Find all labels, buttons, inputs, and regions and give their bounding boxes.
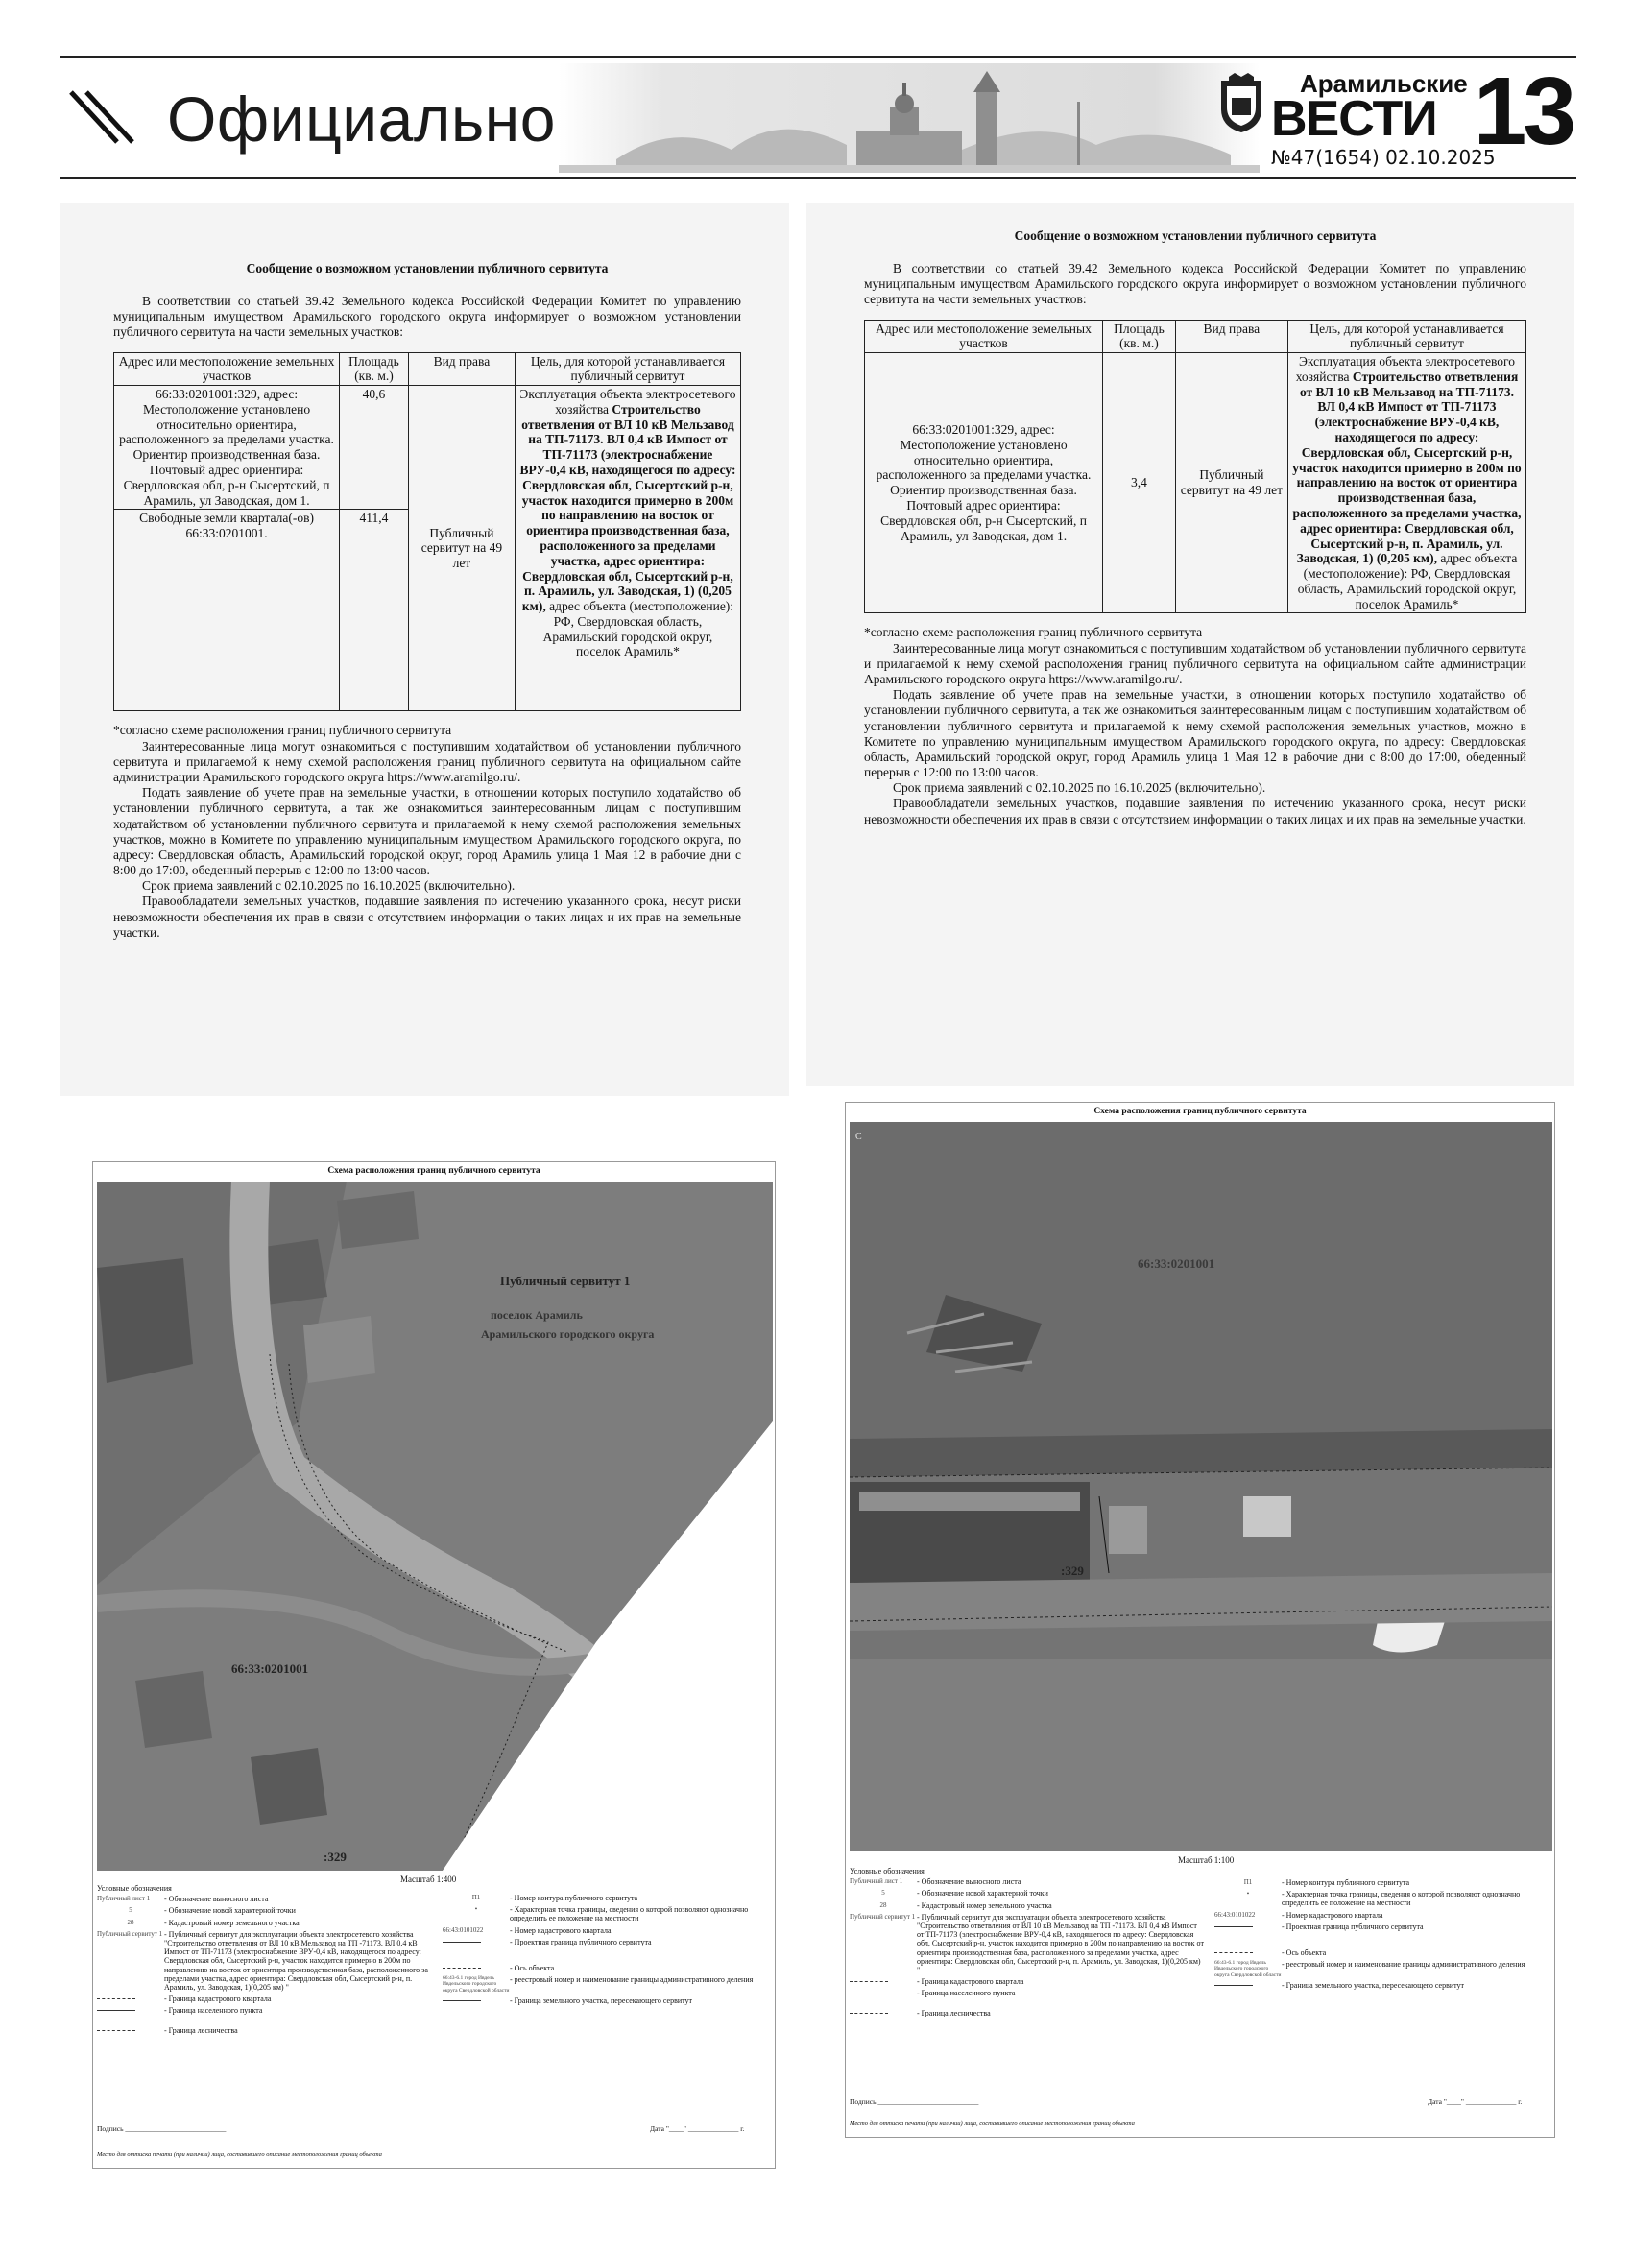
legend-text: - Кадастровый номер земельного участка [164, 1918, 300, 1927]
logo-small-text: Арамильские [1300, 69, 1468, 98]
legend-symbol: Публичный сервитут 1 [97, 1929, 163, 1938]
legend-symbol: 66:43:0101022 [1214, 1910, 1256, 1919]
compass-label: С [855, 1132, 862, 1142]
legend-text: - Граница населенного пункта [164, 2006, 263, 2016]
notice-table [113, 352, 741, 712]
legend-symbol: П1 [1243, 1878, 1253, 1886]
legend-text: - Проектная граница публичного сервитута [1282, 1922, 1424, 1931]
point-icon: • [1246, 1890, 1250, 1898]
paragraph: Подать заявление об учете прав на земельные участки, в отношении которых поступило ходатайство об установлении публичного сервитута, а так же ознакомиться заинтересованным лицам с поступившим ходатайством об установлении публичного сервитута и прилагаемой к нему схемой расположения земельных участков, можно в Комитете по управлению муниципальным имуществом Арамильского городского округа, по адресу: Свердловская область, Арамильский городской округ, город Арамиль улица 1 Мая 12 в рабочие дни с 8:00 до 17:00, обеденный перерыв с 12:00 по 13:00 часов. [864, 687, 1526, 780]
page-header [60, 56, 1576, 179]
legend-text: - Обозначение новой характерной точки [917, 1889, 1048, 1898]
paragraph: Подать заявление об учете прав на земельные участки, в отношении которых поступило ходатайство об установлении публичного сервитута, а так же ознакомиться заинтересованным лицам с поступившим ходатайством об установлении публичного сервитута и прилагаемой к нему схемой расположения земельных участков, можно в Комитете по управлению муниципальным имуществом Арамильского городского округа, по адресу: Свердловская область, Арамильский городской округ, город Арамиль улица 1 Мая 12 в рабочие дни с 8:00 до 17:00, обеденный перерыв с 12:00 по 13:00 часов. [113, 785, 741, 878]
admin-label: Арамильского городского округа [481, 1327, 655, 1341]
section-title: Официально [167, 84, 556, 155]
parcel-label: :329 [324, 1850, 347, 1864]
legend-symbol: П1 [471, 1894, 481, 1901]
cell-right: Публичный сервитут на 49 лет [1175, 353, 1287, 613]
legend [1214, 1878, 1550, 1993]
legend-symbol: Публичный лист 1 [850, 1877, 903, 1886]
notice-title: Сообщение о возможном установлении публичного сервитута [246, 261, 609, 275]
legend-symbol: 28 [127, 1918, 134, 1926]
legend-symbol: Публичный сервитут 1 [850, 1912, 916, 1921]
notice-intro: В соответствии со статьей 39.42 Земельного кодекса Российской Федерации Комитет по управлению муниципальным имуществом Арамильского городского округа информирует о возможном установлении публичного сервитута на части земельных участков: [864, 261, 1526, 307]
legend-symbol: 66:43-6.1 город Ивдель Ивдельского городского округа Свердловской области [443, 1975, 510, 1993]
legend-text: - Номер кадастрового квартала [510, 1925, 612, 1935]
th-right: Вид права [1175, 320, 1287, 353]
legend-text: - Граница кадастрового квартала [917, 1977, 1024, 1987]
legend-text: - реестровый номер и наименование границы административного деления [1282, 1960, 1525, 1970]
legend-text: - Номер контура публичного сервитута [510, 1894, 638, 1902]
legend-symbol: Публичный лист 1 [97, 1895, 151, 1903]
th-purpose: Цель, для которой устанавливается публичный сервитут [515, 352, 740, 386]
notice-table [864, 320, 1526, 614]
cell-address: 66:33:0201001:329, адрес: Местоположение установлено относительно ориентира, расположенного за пределами участка. Ориентир производственная база. Почтовый адрес ориентира: Свердловская обл, р-н Сысертский, п Арамиль, ул Заводская, дом 1. [865, 353, 1103, 613]
page-number: 13 [1473, 58, 1573, 165]
legend-symbol [850, 1977, 917, 1986]
stamp-note: Место для оттиска печати (при наличии) лица, составившего описание местоположения границ объекта [97, 2151, 382, 2158]
paragraph: Срок приема заявлений с 02.10.2025 по 16.10.2025 (включительно). [893, 780, 1266, 796]
paragraph: Правообладатели земельных участков, подавшие заявления по истечению указанного срока, несут риски невозможности обеспечения их прав в связи с отсутствием информации о таких лицах и их прав на земельные участки. [864, 796, 1526, 826]
issue-number: №47(1654) 02.10.2025 [1271, 146, 1496, 169]
legend-symbol [1214, 1981, 1282, 1990]
th-purpose: Цель, для которой устанавливается публичный сервитут [1287, 320, 1525, 353]
cell-right: Публичный сервитут на 49 лет [408, 386, 515, 711]
purpose-bold: Строительство ответвления от ВЛ 10 кВ Мельзавод на ТП-71173. ВЛ 0,4 кВ Импост от ТП-71173 (электроснабжение ВРУ-0,4 кВ, находящегося по адресу: Свердловская обл, Сысертский р-н, участок находится примерно в 200м по направлению на восток от ориентира производственная база, расположенного за пределами участка, адрес ориентира: Свердловская обл, Сысертский р-н, п. Арамиль, ул. Заводская, 1) (0,205 км), [519, 401, 736, 614]
parcel-label: :329 [1061, 1564, 1084, 1578]
legend-symbol [97, 1994, 164, 2003]
admin-label: поселок Арамиль [491, 1308, 583, 1322]
legend-symbol [850, 1989, 917, 1997]
logo-big-text: ВЕСТИ [1271, 91, 1437, 147]
signature-line: Подпись ____________________________ [97, 2124, 227, 2133]
slashes-icon [67, 88, 134, 146]
legend-text: - Проектная граница публичного сервитута [510, 1937, 652, 1946]
aerial-photo [850, 1122, 1552, 1851]
footnote: *согласно схеме расположения границ публичного сервитута [864, 625, 1203, 640]
legend-title: Условные обозначения [97, 1884, 172, 1893]
paragraph: Правообладатели земельных участков, подавшие заявления по истечению указанного срока, несут риски невозможности обеспечения их прав в связи с отсутствием информации о таких лицах и их прав на земельные участки. [113, 894, 741, 940]
legend-symbol: 66:43:0101022 [443, 1925, 484, 1934]
legend-text: - Граница земельного участка, пересекающего сервитут [1282, 1981, 1465, 1991]
cell-area: 3,4 [1103, 353, 1176, 613]
legend-text: - Обозначение выносного листа [164, 1895, 269, 1904]
notice-intro: В соответствии со статьей 39.42 Земельного кодекса Российской Федерации Комитет по управлению муниципальным имуществом Арамильского городского округа информирует о возможном установлении публичного сервитута на части земельных участков: [113, 294, 741, 340]
purpose-a: Эксплуатация объекта электросетевого хозяйства [519, 387, 736, 417]
paragraph: Срок приема заявлений с 02.10.2025 по 16.10.2025 (включительно). [142, 878, 516, 894]
legend-symbol: 28 [879, 1900, 887, 1909]
legend-symbol: 5 [129, 1906, 132, 1915]
scale-label: Масштаб 1:400 [400, 1874, 457, 1884]
legend-text: - Обозначение новой характерной точки [164, 1906, 296, 1916]
legend [97, 1884, 433, 2039]
signature-line: Подпись ____________________________ [850, 2097, 979, 2106]
legend-text: - Характерная точка границы, сведения о которой позволяют однозначно определить ее положение на местности [1282, 1890, 1521, 1908]
legend-symbol [1214, 1922, 1282, 1931]
th-address: Адрес или местоположение земельных участков [114, 352, 340, 386]
legend-text: - Граница лесничества [164, 2026, 238, 2036]
scheme-right [845, 1102, 1555, 2138]
legend-text: - Граница земельного участка, пересекающего сервитут [510, 1996, 693, 2006]
cell-area: 411,4 [340, 510, 409, 711]
town-photo [559, 63, 1260, 173]
crest-icon [1217, 73, 1265, 134]
servitude-label: Публичный сервитут 1 [500, 1274, 631, 1288]
paragraph: Заинтересованные лица могут ознакомиться с поступившим ходатайством об установлении публичного сервитута и прилагаемой к нему схемой расположения границ публичного сервитута на официальном сайте администрации Арамильского городского округа https://www.aramilgo.ru/. [113, 738, 741, 784]
legend-text: - Характерная точка границы, сведения о которой позволяют однозначно определить ее положение на местности [510, 1905, 749, 1923]
legend-symbol: 5 [881, 1889, 885, 1898]
legend [850, 1867, 1205, 2021]
date-line: Дата "____" ______________ г. [650, 2124, 745, 2133]
scheme-title: Схема расположения границ публичного сервитута [1093, 1107, 1307, 1116]
legend-text: - Ось объекта [510, 1963, 555, 1972]
th-address: Адрес или местоположение земельных участков [865, 320, 1103, 353]
aerial-photo [97, 1182, 773, 1871]
legend-text: - реестровый номер и наименование границы административного деления [510, 1975, 754, 1985]
legend-text: - Граница лесничества [917, 2009, 991, 2018]
th-area: Площадь (кв. м.) [1103, 320, 1176, 353]
notice-right [806, 203, 1574, 1086]
purpose-bold: Строительство ответвления от ВЛ 10 кВ Мельзавод на ТП-71173. ВЛ 0,4 кВ Импост от ТП-71173 (электроснабжение ВРУ-0,4 кВ, находящегося по адресу: Свердловская обл, Сысертский р-н, участок находится примерно в 200м по направлению на восток от ориентира производственная база, расположенного за пределами участка, адрес ориентира: Свердловская обл, Сысертский р-н, п. Арамиль, ул. Заводская, 1) (0,205 км), [1292, 369, 1522, 566]
legend-title: Условные обозначения [850, 1867, 925, 1875]
legend-text: - Граница кадастрового квартала [164, 1994, 272, 2004]
notice-title: Сообщение о возможном установлении публичного сервитута [1014, 228, 1377, 243]
quarter-label: 66:33:0201001 [1138, 1256, 1215, 1271]
legend-text: - Ось объекта [1282, 1947, 1327, 1957]
cell-area: 40,6 [340, 386, 409, 510]
scheme-title: Схема расположения границ публичного сервитута [327, 1166, 540, 1176]
legend-text: - Публичный сервитут для эксплуатации объекта электросетевого хозяйства "Строительство ответвления от ВЛ 10 кВ Мельзавод на ТП -71173. ВЛ 0,4 кВ Импост от ТП-71173 (электроснабжение ВРУ-0,4 кВ, находящегося по адресу: Свердловская обл, Сысертский р-н, участок находится примерно в 200м по направлению на восток от ориентира производственная база, расположенного за пределами участка, адрес ориентира: Свердловская обл, Сысертский р-н, п. Арамиль, ул. Заводская, 1)(0,205 км) " [164, 1929, 428, 1992]
th-right: Вид права [408, 352, 515, 386]
quarter-label: 66:33:0201001 [231, 1661, 309, 1676]
legend-symbol [443, 1996, 510, 2005]
purpose-b: адрес объекта (местоположение): РФ, Свердловская область, Арамильский городской округ, поселок Арамиль* [542, 599, 734, 659]
footnote: *согласно схеме расположения границ публичного сервитута [113, 723, 452, 738]
cell-address: Свободные земли квартала(-ов) 66:33:0201001. [114, 510, 340, 711]
cell-purpose [1287, 353, 1525, 613]
legend-symbol [1214, 1948, 1282, 1957]
legend-text: - Номер контура публичного сервитута [1282, 1878, 1410, 1887]
legend-symbol [850, 2009, 917, 2017]
legend-symbol [443, 1938, 510, 1946]
date-line: Дата "____" ______________ г. [1428, 2097, 1523, 2106]
purpose-b: адрес объекта (местоположение): РФ, Свердловская область, Арамильский городской округ, поселок Арамиль* [1297, 551, 1518, 611]
stamp-note: Место для оттиска печати (при наличии) лица, составившего описание местоположения границ объекта [850, 2120, 1135, 2127]
legend-text: - Публичный сервитут для эксплуатации объекта электросетевого хозяйства "Строительство ответвления от ВЛ 10 кВ Мельзавод на ТП -71173. ВЛ 0,4 кВ Импост от ТП-71173 (электроснабжение ВРУ-0,4 кВ, находящегося по адресу: Свердловская обл, Сысертский р-н, участок находится примерно в 200м по направлению на восток от ориентира производственная база, расположенного за пределами участка, адрес ориентира: Свердловская обл, Сысертский р-н, п. Арамиль, ул. Заводская, 1)(0,205 км) " [917, 1912, 1204, 1974]
legend-symbol [97, 2026, 164, 2035]
scheme-left [92, 1161, 776, 2169]
legend-symbol: 66:43-6.1 город Ивдель Ивдельского городского округа Свердловской области [1214, 1960, 1282, 1978]
purpose-a: Эксплуатация объекта электросетевого хозяйства [1295, 354, 1515, 384]
legend [443, 1894, 769, 2008]
legend-text: - Номер кадастрового квартала [1282, 1910, 1383, 1920]
cell-purpose [515, 386, 740, 711]
legend-text: - Граница населенного пункта [917, 1989, 1016, 1998]
legend-symbol [443, 1964, 510, 1972]
legend-text: - Обозначение выносного листа [917, 1877, 1021, 1887]
legend-text: - Кадастровый номер земельного участка [917, 1900, 1052, 1910]
paragraph: Заинтересованные лица могут ознакомиться с поступившим ходатайством об установлении публичного сервитута и прилагаемой к нему схемой расположения границ публичного сервитута на официальном сайте администрации Арамильского городского округа https://www.aramilgo.ru/. [864, 640, 1526, 686]
legend-symbol [97, 2006, 164, 2015]
th-area: Площадь (кв. м.) [340, 352, 409, 386]
notice-left [60, 203, 789, 1096]
scale-label: Масштаб 1:100 [1178, 1855, 1235, 1865]
cell-address: 66:33:0201001:329, адрес: Местоположение установлено относительно ориентира, расположенного за пределами участка. Ориентир производственная база. Почтовый адрес ориентира: Свердловская обл, р-н Сысертский, п Арамиль, ул Заводская, дом 1. [114, 386, 340, 510]
point-icon: • [474, 1905, 478, 1914]
